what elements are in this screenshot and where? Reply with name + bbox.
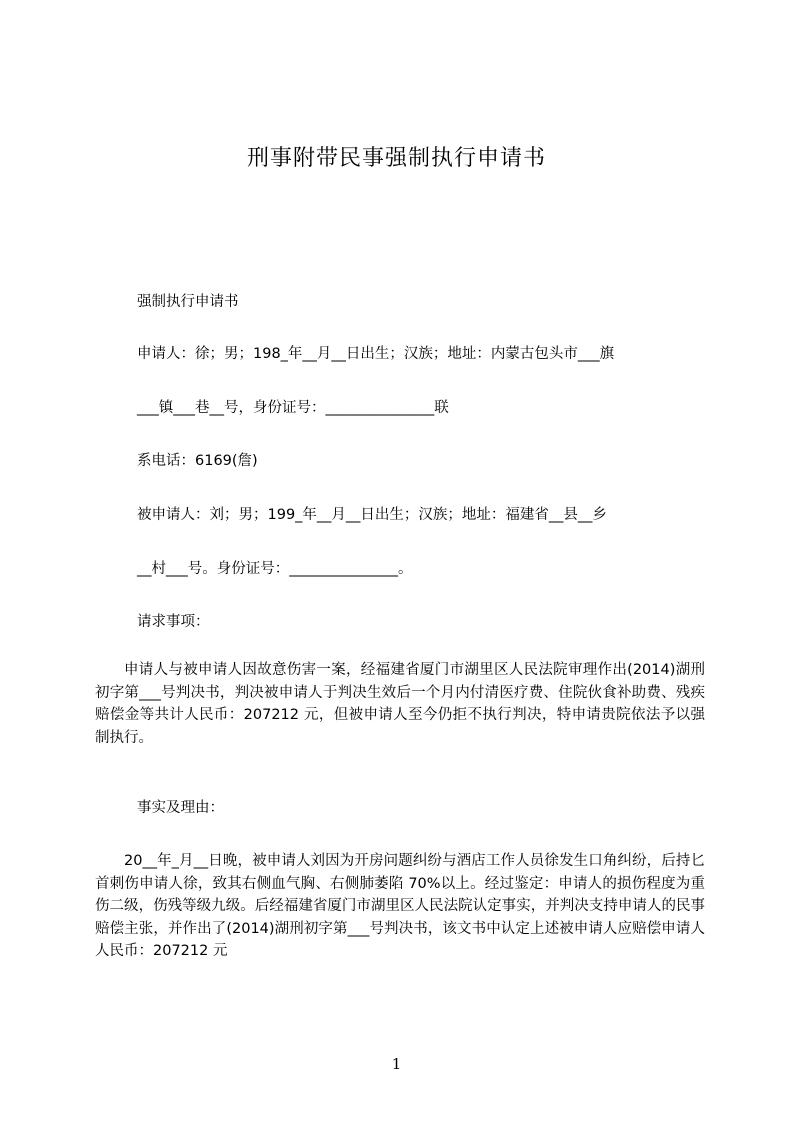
facts-heading: 事实及理由： bbox=[137, 800, 224, 816]
respondent-line-2: __村___号。身份证号：_______________。 bbox=[137, 561, 413, 577]
respondent-line-1: 被申请人：刘；男；199_年__月__日出生；汉族；地址：福建省__县__乡 bbox=[137, 507, 607, 523]
page-number: 1 bbox=[391, 1055, 402, 1073]
doc-heading: 强制执行申请书 bbox=[137, 294, 239, 310]
applicant-line-2: ___镇___巷__号，身份证号：_______________联 bbox=[137, 400, 449, 416]
requests-heading: 请求事项： bbox=[137, 614, 210, 630]
document-title: 刑事附带民事强制执行申请书 bbox=[246, 146, 546, 171]
applicant-line-3: 系电话：6169(詹) bbox=[137, 453, 258, 469]
requests-body: 申请人与被申请人因故意伤害一案，经福建省厦门市湖里区人民法院审理作出(2014)湖刑初字第___号判决书，判决被申请人于判决生效后一个月内付清医疗费、住院伙食补助费、残疾赔偿金等共计人民币：207212 元，但被申请人至今仍拒不执行判决，特申请贵院依法予以强制执行。 bbox=[95, 662, 705, 746]
facts-body: 20__年_月__日晚，被申请人刘因为开房问题纠纷与酒店工作人员徐发生口角纠纷，后持匕首刺伤申请人徐，致其右侧血气胸、右侧肺萎陷 70%以上。经过鉴定：申请人的损伤程度为重伤二级，伤残等级九级。后经福建省厦门市湖里区人民法院认定事实，并判决支持申请人的民事赔偿主张，并作出了(2014)湖刑初字第___号判决书，该文书中认定上述被申请人应赔偿申请人人民币：207212 元 bbox=[95, 853, 705, 959]
applicant-line-1: 申请人：徐；男；198_年__月__日出生；汉族；地址：内蒙古包头市___旗 bbox=[137, 346, 615, 362]
